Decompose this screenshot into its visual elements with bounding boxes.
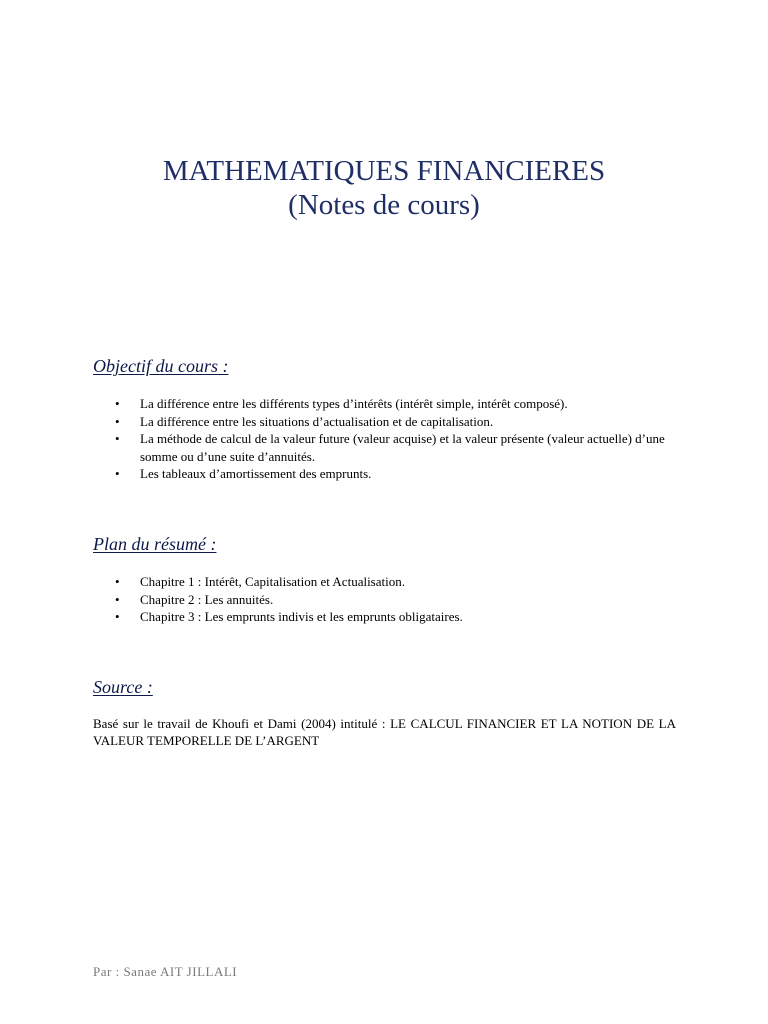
bullet-icon: • [115, 591, 120, 607]
bullet-icon: • [115, 609, 120, 624]
source-heading: Source : [93, 677, 153, 697]
source-paragraph: Basé sur le travail de Khoufi et Dami (2004) intitulé : LE CALCUL FINANCIER ET LA NOTION DE LA VALEUR TEMPORELLE DE L’ARGENT [93, 716, 676, 748]
list-item [93, 413, 693, 431]
document-title [0, 154, 768, 222]
bullet-icon: • [115, 574, 120, 589]
list-item [93, 465, 693, 483]
list-item [93, 573, 693, 591]
title-main: MATHEMATIQUES FINANCIERES [162, 155, 606, 187]
bullet-icon: • [115, 413, 120, 429]
list-item-text: Chapitre 1 : Intérêt, Capitalisation et Actualisation. [140, 574, 405, 589]
bullet-icon: • [115, 466, 120, 481]
list-item-text: Chapitre 2 : Les annuités. [140, 591, 274, 607]
bullet-icon: • [115, 431, 120, 446]
plan-list [93, 573, 693, 626]
objectif-heading: Objectif du cours : [93, 356, 229, 376]
list-item [93, 430, 693, 465]
list-item-text: La méthode de calcul de la valeur future (valeur acquise) et la valeur présente (valeur actuelle) d’une somme ou d’une suite d’annuités. [140, 431, 665, 464]
list-item-text: La différence entre les situations d’actualisation et de capitalisation. [140, 413, 494, 429]
objectif-list [93, 395, 693, 483]
list-item-text: Chapitre 3 : Les emprunts indivis et les emprunts obligataires. [140, 609, 463, 624]
list-item [93, 395, 693, 413]
title-subtitle: (Notes de cours) [288, 189, 480, 221]
list-item-text: La différence entre les différents types d’intérêts (intérêt simple, intérêt composé). [140, 396, 568, 411]
list-item-text: Les tableaux d’amortissement des emprunts. [140, 466, 372, 481]
list-item [93, 608, 693, 626]
bullet-icon: • [115, 396, 120, 411]
list-item [93, 591, 693, 609]
footer-author: Par : Sanae AIT JILLALI [93, 964, 238, 979]
plan-heading: Plan du résumé : [93, 534, 217, 554]
